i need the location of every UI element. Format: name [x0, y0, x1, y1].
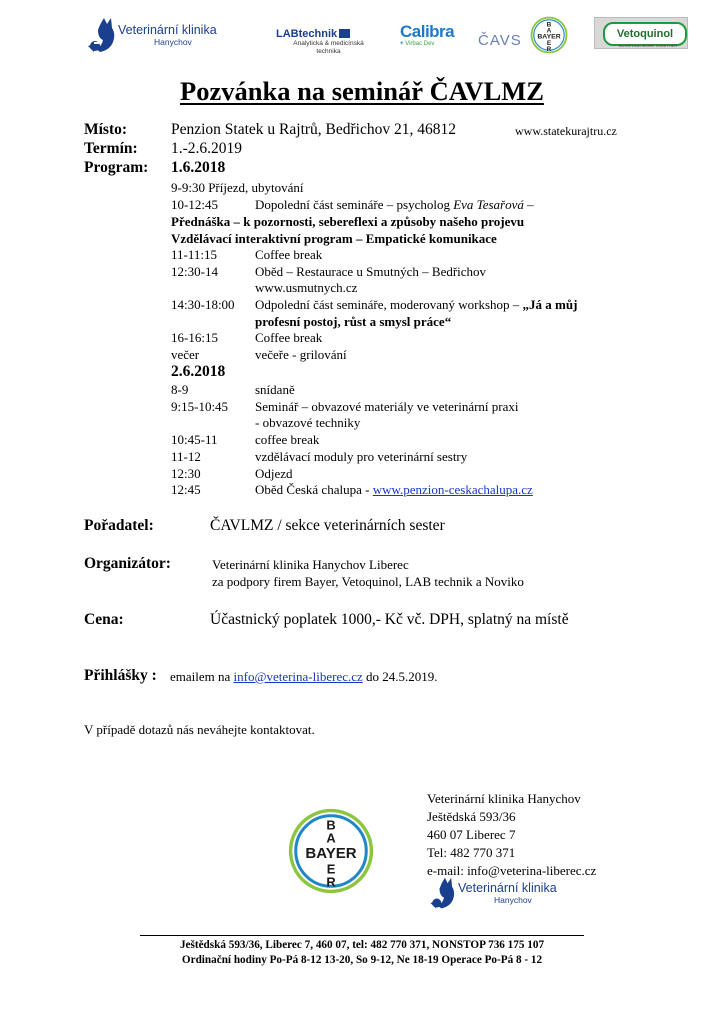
d2-row3-text: coffee break	[255, 432, 320, 447]
d2-row3-time: 10:45-11	[171, 432, 218, 447]
termin-label: Termín:	[84, 140, 138, 157]
cat-dog-icon	[86, 16, 120, 56]
program-row2-time: 10-12:45	[171, 197, 218, 212]
d2-row1-text: snídaně	[255, 382, 295, 397]
program-label: Program:	[84, 159, 149, 176]
program-row4-text: Oběd – Restaurace u Smutných – Bedřichov	[255, 264, 487, 279]
misto-value: Penzion Statek u Rajtrů, Bedřichov 21, 46812	[171, 121, 456, 138]
contact-city: 460 07 Liberec 7	[427, 827, 516, 842]
clinic-logo-sub: Hanychov	[154, 37, 192, 47]
contact-street: Ještědská 593/36	[427, 809, 516, 824]
cena-label: Cena:	[84, 611, 124, 628]
bayer-logo-small	[530, 16, 568, 54]
cavs-logo: ČAVS	[478, 32, 522, 49]
footer-line2: Ordinační hodiny Po-Pá 8-12 13-20, So 9-12, Ne 18-19 Operace Po-Pá 8 - 12	[181, 954, 543, 966]
bayer-large-text: BAYER	[305, 844, 357, 862]
organizator-line1: Veterinární klinika Hanychov Liberec	[212, 557, 409, 572]
program-row5-text: Odpolední část semináře, moderovaný workshop – „Já a můj	[255, 297, 578, 312]
labtechnik-logo	[276, 28, 381, 66]
program-row2-bold1: Přednáška – k pozornosti, sebereflexi a způsoby našeho projevu	[171, 214, 525, 229]
contact-name: Veterinární klinika Hanychov	[427, 791, 581, 806]
d2-row6-text: Oběd Česká chalupa - www.penzion-ceskachalupa.cz	[255, 482, 533, 497]
contact-note: V případě dotazů nás neváhejte kontaktovat.	[84, 722, 315, 737]
organizator-label: Organizátor:	[84, 555, 171, 572]
prihlasky-text: emailem na info@veterina-liberec.cz do 24.5.2019.	[170, 669, 438, 684]
clinic-logo-bottom-sub: Hanychov	[494, 895, 532, 905]
d2-row5-time: 12:30	[171, 466, 201, 481]
program-row7-text: večeře - grilování	[255, 347, 347, 362]
d2-row4-text: vzdělávací moduly pro veterinární sestry	[255, 449, 468, 464]
cat-dog-icon	[428, 876, 460, 912]
bayer-small-text: BAYER	[537, 33, 561, 41]
termin-value: 1.-2.6.2019	[171, 140, 243, 157]
clinic-logo	[86, 16, 216, 56]
clinic-logo-name: Veterinární klinika	[118, 23, 217, 37]
misto-label: Místo:	[84, 121, 128, 138]
svg-text:R: R	[546, 45, 552, 53]
svg-text:B: B	[326, 817, 336, 833]
d2-row2-text: Seminář – obvazové materiály ve veterinární praxi	[255, 399, 519, 414]
program-row2-italic: Eva Tesařová	[453, 197, 524, 212]
prihlasky-label: Přihlášky :	[84, 667, 157, 684]
svg-text:E: E	[326, 861, 336, 877]
program-row2-text: Dopolední část semináře – psycholog Eva Tesařová –	[255, 197, 534, 212]
calibra-cross-icon: +	[400, 41, 404, 47]
program-row5-time: 14:30-18:00	[171, 297, 235, 312]
day2-heading: 2.6.2018	[171, 363, 226, 380]
email-link[interactable]: info@veterina-liberec.cz	[233, 669, 363, 684]
program-row6-time: 16-16:15	[171, 330, 218, 345]
labtechnik-name: LABtechnik	[276, 28, 338, 40]
program-row2-bold2: Vzdělávací interaktivní program – Empatické komunikace	[171, 231, 497, 246]
program-row4-time: 12:30-14	[171, 264, 218, 279]
svg-text:R: R	[326, 874, 336, 890]
program-row5-bold2: profesní postoj, růst a smysl práce“	[255, 314, 452, 329]
program-row3-text: Coffee break	[255, 247, 323, 262]
poradatel-label: Pořadatel:	[84, 517, 154, 534]
svg-text:A: A	[546, 27, 552, 35]
d2-row4-time: 11-12	[171, 449, 201, 464]
vetoquinol-tagline: ACHIEVING MORE TOGETHER	[619, 43, 678, 48]
contact-block	[427, 790, 596, 880]
misto-url[interactable]: www.statekurajtru.cz	[515, 124, 617, 138]
program-row6-text: Coffee break	[255, 330, 323, 345]
clinic-logo-bottom	[428, 876, 568, 912]
day1-heading: 1.6.2018	[171, 159, 226, 176]
svg-text:E: E	[546, 39, 552, 47]
d2-row1-time: 8-9	[171, 382, 189, 397]
page-title: Pozvánka na seminář ČAVLMZ	[180, 76, 544, 106]
program-row3-time: 11-11:15	[171, 247, 217, 262]
organizator-line2: za podpory firem Bayer, Vetoquinol, LAB technik a Noviko	[212, 574, 524, 589]
bayer-logo-large	[288, 808, 374, 894]
cena-value: Účastnický poplatek 1000,- Kč vč. DPH, splatný na místě	[210, 611, 569, 628]
footer-line1: Ještědská 593/36, Liberec 7, 460 07, tel: 482 770 371, NONSTOP 736 175 107	[179, 939, 545, 951]
footer-divider	[140, 935, 584, 936]
contact-email: e-mail: info@veterina-liberec.cz	[427, 863, 597, 878]
calibra-name: Calibra	[400, 22, 455, 41]
d2-row6-time: 12:45	[171, 482, 201, 497]
labtechnik-sub2: technika	[316, 48, 341, 55]
d2-row5-text: Odjezd	[255, 466, 293, 481]
calibra-sub: Virbac Dev	[405, 41, 435, 47]
program-row4-url[interactable]: www.usmutnych.cz	[255, 280, 358, 295]
labtechnik-sub1: Analytická & medicínská	[293, 40, 364, 47]
chalupa-link[interactable]: www.penzion-ceskachalupa.cz	[372, 482, 533, 497]
d2-row2-text2: - obvazové techniky	[255, 415, 361, 430]
d2-row2-time: 9:15-10:45	[171, 399, 229, 414]
calibra-logo	[400, 22, 464, 64]
vetoquinol-logo	[594, 17, 688, 49]
labtechnik-mark-icon	[339, 29, 350, 38]
svg-text:B: B	[546, 21, 552, 29]
program-row7-time: večer	[171, 347, 200, 362]
poradatel-value: ČAVLMZ / sekce veterinárních sester	[210, 517, 445, 534]
contact-tel: Tel: 482 770 371	[427, 845, 516, 860]
vetoquinol-name: Vetoquinol	[616, 28, 674, 40]
clinic-logo-bottom-name: Veterinární klinika	[458, 881, 557, 895]
svg-text:A: A	[326, 830, 336, 846]
program-row-arrival: 9-9:30 Příjezd, ubytování	[171, 180, 304, 195]
